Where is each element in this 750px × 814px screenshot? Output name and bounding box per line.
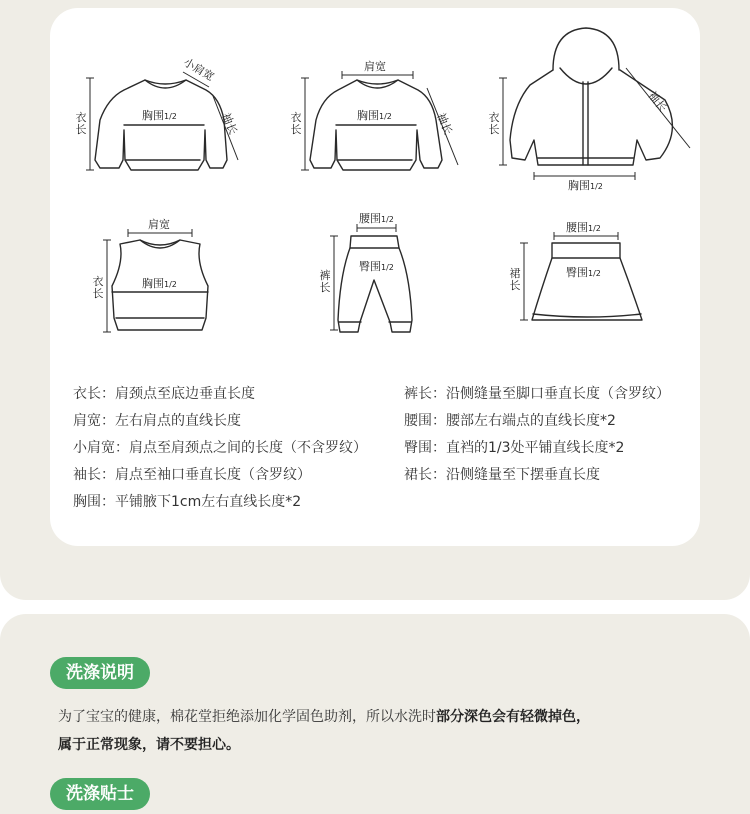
- sweater1-chest-label: 胸围1/2: [142, 109, 177, 122]
- pants-diagram: [330, 224, 412, 332]
- skirt-length-label: 裙长: [509, 267, 521, 292]
- washing-tips-heading: 洗涤贴士: [50, 778, 150, 810]
- definition-item: 臀围：直裆的1/3处平铺直线长度*2: [404, 440, 625, 456]
- jacket-length-label: 衣长: [488, 111, 500, 136]
- washing-text: 为了宝宝的健康，棉花堂拒绝添加化学固色助剂，所以水洗时部分深色会有轻微掉色， 属于正常现象，请不要担心。: [58, 709, 590, 753]
- definition-item: 裤长：沿侧缝量至脚口垂直长度（含罗纹）: [404, 386, 670, 402]
- sweater2-shoulder-label: 肩宽: [364, 60, 386, 73]
- vest-length-label: 衣长: [92, 275, 104, 300]
- definitions-right: [404, 381, 670, 489]
- definition-item: 裙长：沿侧缝量至下摆垂直长度: [404, 467, 600, 483]
- definition-item: 腰围：腰部左右端点的直线长度*2: [404, 413, 616, 429]
- jacket-chest-label: 胸围1/2: [568, 179, 603, 192]
- definition-item: 小肩宽：肩点至肩颈点之间的长度（不含罗纹）: [73, 440, 367, 456]
- sweater1-small-shoulder-label: 小肩宽: [181, 55, 217, 84]
- sweater2-sleeve-label: 袖长: [434, 111, 455, 137]
- sweater1-sleeve-label: 袖长: [219, 111, 240, 137]
- washing-instructions-heading: 洗涤说明: [50, 657, 150, 689]
- sweater2-chest-label: 胸围1/2: [357, 109, 392, 122]
- vest-shoulder-label: 肩宽: [148, 218, 170, 231]
- pants-waist-label: 腰围1/2: [359, 212, 394, 225]
- sweater2-length-label: 衣长: [290, 111, 302, 136]
- definition-item: 胸围：平铺腋下1cm左右直线长度*2: [73, 494, 302, 510]
- skirt-hip-label: 臀围1/2: [566, 266, 601, 279]
- definition-item: 肩宽：左右肩点的直线长度: [73, 413, 241, 429]
- skirt-waist-label: 腰围1/2: [566, 221, 601, 234]
- pants-hip-label: 臀围1/2: [359, 260, 394, 273]
- definition-item: 袖长：肩点至袖口垂直长度（含罗纹）: [73, 467, 311, 483]
- definition-item: 衣长：肩颈点至底边垂直长度: [73, 386, 255, 402]
- jacket-sleeve-label: 袖长: [645, 89, 670, 115]
- vest-chest-label: 胸围1/2: [142, 277, 177, 290]
- sweater1-length-label: 衣长: [75, 111, 87, 136]
- pants-length-label: 裤长: [319, 269, 331, 294]
- definitions-left: [73, 381, 367, 516]
